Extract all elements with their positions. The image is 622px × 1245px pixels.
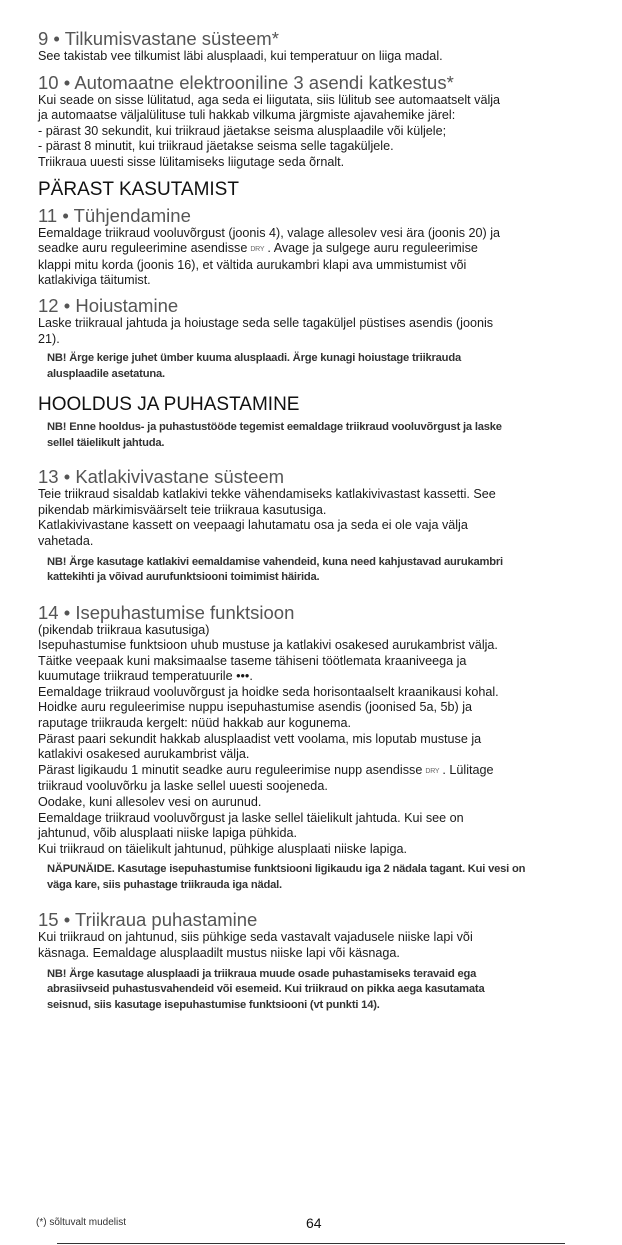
footnote: (*) sõltuvalt mudelist [36,1217,127,1228]
section-12-title: 12 • Hoiustamine [38,294,179,316]
section-12-line: Laske triikraual jahtuda ja hoiustage seda selle tagaküljel püstises asendis (joonis [38,315,494,330]
section-11-title: 11 • Tühjendamine [38,204,191,226]
section-14-line [38,763,593,780]
section-10-line: - pärast 8 minutit, kui triikraud jäetakse seisma selle tagaküljele. [38,139,394,154]
section-14-text: . Lülitage [442,762,494,777]
section-10-title: 10 • Automaatne elektrooniline 3 asendi katkestus* [38,71,454,93]
section-13-note: NB! Ärge kasutage katlakivi eemaldamise vahendeid, kuna need kahjustavad aurukambri [47,555,503,568]
section-13-note: kattekihti ja võivad aurufunktsiooni toimimist häirida. [47,571,320,583]
section-11-text: . Avage ja sulgege auru reguleerimise [267,241,478,256]
section-14-line: Pärast paari sekundit hakkab alusplaadist vett voolama, mis loputab mustuse ja [38,731,482,746]
section-12-line: 21). [38,331,60,346]
section-10-line: Triikraua uuesti sisse lülitamiseks liigutage seda õrnalt. [38,154,345,169]
maintenance-note: sellel täielikult jahtuda. [47,436,165,449]
section-15-note: seisnud, siis kasutage isepuhastumise funktsiooni (vt punkti 14). [47,998,380,1011]
section-14-title: 14 • Isepuhastumise funktsioon [38,601,295,623]
section-15-note: abrasiivseid puhastusvahendeid või esemeid. Kui triikraud on pikka aega kasutamata [47,983,485,996]
section-9-body: See takistab vee tilkumist läbi alusplaadi, kui temperatuur on liiga madal. [38,49,443,63]
manual-page [38,28,593,1013]
section-14-line: jahtunud, võib alusplaati niiske lapiga pühkida. [38,826,298,841]
section-14-text: Pärast ligikaudu 1 minutit seadke auru reguleerimise nupp asendisse [38,762,423,777]
section-14-line: Eemaldage triikraud vooluvõrgust ja laske sellel täielikult jahtuda. Kui see on [38,810,464,825]
section-11-line: klappi mitu korda (joonis 16), et vältida aurukambri klapi ava ummistumist või [38,257,467,272]
section-13-line: Katlakivivastane kassett on veepaagi lahutamatu osa ja seda ei ole vaja välja [38,518,468,533]
section-14-tip: väga kare, siis puhastage triikrauda iga nädal. [47,878,282,891]
section-14-line: (pikendab triikraua kasutusiga) [38,622,210,637]
footer-divider [57,1243,565,1244]
section-14-line: Kui triikraud on täielikult jahtunud, pühkige alusplaati niiske lapiga. [38,841,407,856]
section-15-line: käsnaga. Eemaldage alusplaadilt mustus niiske lapi või käsnaga. [38,946,400,960]
section-14-line: raputage triikrauda kergelt: nüüd hakkab aur kogunema. [38,716,351,731]
section-12-note: NB! Ärge kerige juhet ümber kuuma alusplaadi. Ärge kunagi hoiustage triikrauda [47,352,461,365]
section-14-line: kuumutage triikraud temperatuurile •••. [38,669,253,684]
section-14-line: Eemaldage triikraud vooluvõrgust ja hoidke seda horisontaalselt kraanikausi kohal. [38,684,499,699]
section-13-line: Teie triikraud sisaldab katlakivi tekke vähendamiseks katlakivivastast kassetti. See [38,487,496,502]
section-14-line: Oodake, kuni allesolev vesi on aurunud. [38,795,262,810]
section-14-line: Isepuhastumise funktsioon uhub mustuse ja katlakivi osakesed aurukambrist välja. [38,638,498,653]
section-9-title: 9 • Tilkumisvastane süsteem* [38,28,279,49]
dry-steam-icon: DRY [250,246,265,254]
section-11-line: katlakiviga täitumist. [38,273,151,288]
section-14-line: triikraud vooluvõrku ja laske sellel uuesti soojeneda. [38,779,328,794]
page-number: 64 [306,1215,322,1231]
section-14-tip: NÄPUNÄIDE. Kasutage isepuhastumise funktsiooni ligikaudu iga 2 nädala tagant. Kui vesi on [47,863,526,876]
section-15-note: NB! Ärge kasutage alusplaadi ja triikraua muude osade puhastamiseks teravaid ega [47,967,477,980]
section-13-line: pikendab märkimisväärselt teie triikraua kasutusiga. [38,502,327,517]
section-14-line: katlakivi osakesed aurukambrist välja. [38,747,250,762]
dry-steam-icon: DRY [425,767,440,775]
section-11-text: seadke auru reguleerimine asendisse [38,241,248,256]
section-10-line: - pärast 30 sekundit, kui triikraud jäetakse seisma alusplaadile või küljele; [38,123,447,138]
section-10-line: ja automaatse väljalülituse tuli hakkab vilkuma järgmiste ajavahemike järel: [38,108,456,123]
section-15-line: Kui triikraud on jahtunud, siis pühkige seda vastavalt vajadusele niiske lapi või [38,930,473,945]
section-13-line: vahetada. [38,533,94,548]
maintenance-note: NB! Enne hooldus- ja puhastustööde tegemist eemaldage triikraud vooluvõrgust ja laske [47,421,502,434]
maintenance-heading: HOOLDUS JA PUHASTAMINE [38,394,300,416]
after-use-heading: PÄRAST KASUTAMIST [38,178,239,200]
section-10-line: Kui seade on sisse lülitatud, aga seda ei liigutata, siis lülitub see automaatselt välja [38,92,501,107]
section-13-title: 13 • Katlakivivastane süsteem [38,466,285,488]
section-14-line: Hoidke auru reguleerimise nuppu isepuhastumise asendis (joonised 5a, 5b) ja [38,700,473,715]
section-14-line: Täitke veepaak kuni maksimaalse taseme tähiseni töötlemata kraaniveega ja [38,653,467,668]
section-15-title: 15 • Triikraua puhastamine [38,909,258,931]
section-11-line [38,241,593,258]
section-12-note: alusplaadile asetatuna. [47,367,165,380]
section-11-line: Eemaldage triikraud vooluvõrgust (joonis 4), valage allesolev vesi ära (joonis 20) ja [38,225,501,240]
